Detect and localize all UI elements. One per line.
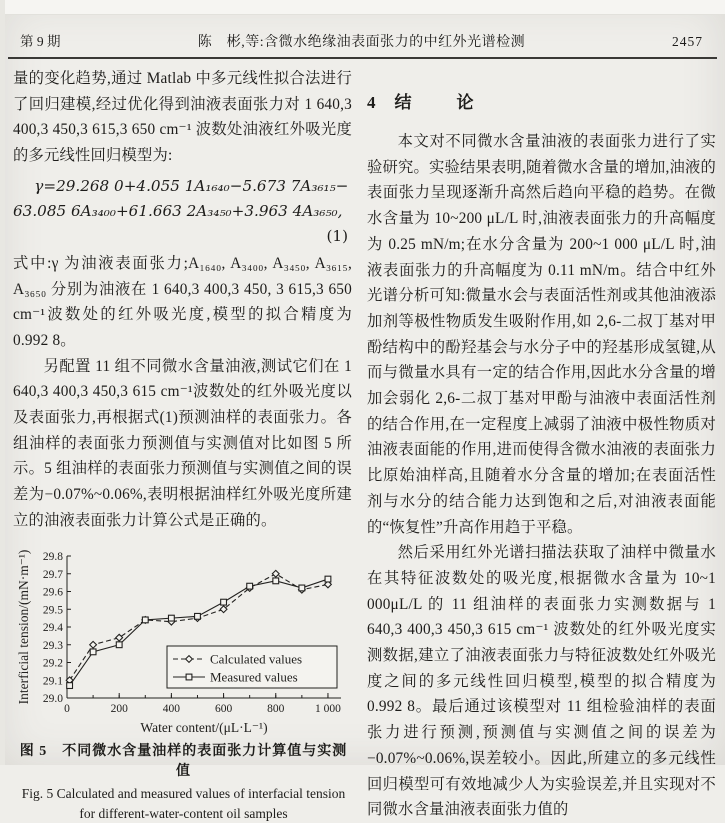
left-column bbox=[13, 66, 352, 823]
svg-text:29.0: 29.0 bbox=[42, 692, 63, 705]
figure-caption-en-line2: for different-water-content oil samples bbox=[79, 805, 288, 821]
left-paragraph-2: 式中:γ 为油液表面张力;A₁₆₄₀, A₃₄₀₀, A₃₄₅₀, A₃₆₁₅, A₃₆₅₀ 分别为油液在 1 640,3 400,3 450, 3 615,3 650 cm⁻¹波数处的红外吸光度,模型的拟合精度为 0.992 8。 bbox=[13, 254, 352, 349]
two-column-content bbox=[13, 66, 716, 823]
equation-number: (1) bbox=[326, 226, 348, 245]
equation-1 bbox=[13, 174, 352, 249]
svg-text:400: 400 bbox=[162, 702, 181, 715]
issue-label: 第 9 期 bbox=[20, 34, 61, 49]
svg-text:Measured values: Measured values bbox=[210, 669, 298, 685]
svg-text:29.7: 29.7 bbox=[42, 568, 63, 581]
svg-text:29.5: 29.5 bbox=[42, 603, 63, 616]
scan-edge-left bbox=[0, 0, 5, 765]
svg-text:600: 600 bbox=[214, 702, 233, 715]
figure-5-chart bbox=[15, 546, 351, 736]
figure-caption-en-line1: Fig. 5 Calculated and measured values of interfacial tension bbox=[21, 785, 346, 801]
figure-5 bbox=[15, 546, 352, 822]
left-paragraph-3: 另配置 11 组不同微水含量油液,测试它们在 1 640,3 400,3 450,3 615 cm⁻¹波数处的红外吸光度以及表面张力,再根据式(1)预测油样的表面张力。各组油样的表面张力预测值与实测值对比如图 5 所示。5 组油样的表面张力预测值与实测值之间的误差为−0.07%~0.06%,表明根据油样红外吸光度所建立的油液表面张力计算公式是正确的。 bbox=[13, 357, 352, 529]
section-number: 4 bbox=[367, 93, 377, 112]
section-heading-conclusion bbox=[367, 88, 716, 113]
svg-text:0: 0 bbox=[64, 702, 70, 715]
svg-text:29.3: 29.3 bbox=[42, 639, 63, 652]
svg-text:29.4: 29.4 bbox=[42, 621, 63, 634]
svg-text:Water content/(μL·L⁻¹): Water content/(μL·L⁻¹) bbox=[140, 719, 268, 735]
svg-text:29.2: 29.2 bbox=[42, 657, 63, 670]
section-title: 结 论 bbox=[394, 93, 488, 112]
svg-text:29.6: 29.6 bbox=[42, 586, 63, 599]
page-number: 2457 bbox=[672, 34, 703, 49]
figure-caption-cn: 图 5 不同微水含量油样的表面张力计算值与实测值 bbox=[19, 743, 348, 779]
equation-line-1: γ=29.268 0+4.055 1A₁₆₄₀−5.673 7A₃₆₁₅− bbox=[34, 176, 349, 195]
svg-text:Calculated values: Calculated values bbox=[210, 651, 303, 667]
chart-svg bbox=[15, 546, 351, 736]
page-header bbox=[20, 30, 703, 51]
running-title: 陈 彬,等:含微水绝缘油表面张力的中红外光谱检测 bbox=[197, 35, 526, 50]
right-paragraph-2: 然后采用红外光谱扫描法获取了油样中微量水在其特征波数处的吸光度,根据微水含量为 10~1 000μL/L 的 11 组油样的表面张力实测数据与 1 640,3 400,3 450,3 615 cm⁻¹ 波数处的红外吸光度实测数据,建立了油液表面张力与特征波数处红外吸光度之间的多元线性回归模型,模型的拟合精度为 0.992 8。最后通过该模型对 11 组检验油样的表面张力进行预测,预测值与实测值之间的误差为−0.07%~0.06%,误差较小。因此,所建立的多元线性回归模型可有效地减少人为实验误差,并且实现对不同微水含量油液表面张力值的 bbox=[367, 544, 716, 819]
svg-text:1 000: 1 000 bbox=[315, 702, 341, 715]
svg-text:800: 800 bbox=[267, 702, 285, 715]
equation-line-2: 63.085 6A₃₄₀₀+61.663 2A₃₄₅₀+3.963 4A₃₆₅₀, bbox=[13, 201, 343, 220]
svg-text:29.1: 29.1 bbox=[42, 674, 63, 687]
svg-text:200: 200 bbox=[110, 702, 128, 715]
svg-text:29.8: 29.8 bbox=[42, 550, 63, 563]
svg-text:Interficial tension/(mN·m⁻¹): Interficial tension/(mN·m⁻¹) bbox=[16, 549, 31, 704]
header-rule bbox=[8, 57, 717, 59]
right-paragraph-1: 本文对不同微水含量油液的表面张力进行了实验研究。实验结果表明,随着微水含量的增加,油液的表面张力呈现逐渐升高然后趋向平稳的趋势。在微水含量为 10~200 μL/L 时,油液表面张力的升高幅度为 0.25 mN/m;在水分含量为 200~1 000 μL/L 时,油液表面张力的升高幅度为 0.11 mN/m。结合中红外光谱分析可知:微量水会与表面活性剂或其他油液添加剂等极性物质发生吸附作用,如 2,6-二叔丁基对甲酚结构中的酚羟基会与水分子中的羟基形成氢键,从而与微量水具有一定的结合作用,因此水分含量的增加会弱化 2,6-二叔丁基对甲酚与油液中表面活性剂的结合作用,在一定程度上减弱了油液中极性物质对油液表面能的作用,进而使得含微水油液的表面张力比原始油样高,且随着水分含量的增加;在表面活性剂与水分的结合能力达到饱和之后,对油液表面能的“恢复性”升高作用趋于平稳。 bbox=[367, 133, 716, 536]
right-column bbox=[367, 66, 716, 823]
left-paragraph-1: 量的变化趋势,通过 Matlab 中多元线性拟合法进行了回归建模,经过优化得到油液表面张力对 1 640,3 400,3 450,3 615,3 650 cm⁻¹ 波数处油液红外吸光度的多元线性回归模型为: bbox=[13, 70, 352, 165]
scan-edge-top bbox=[0, 0, 725, 15]
